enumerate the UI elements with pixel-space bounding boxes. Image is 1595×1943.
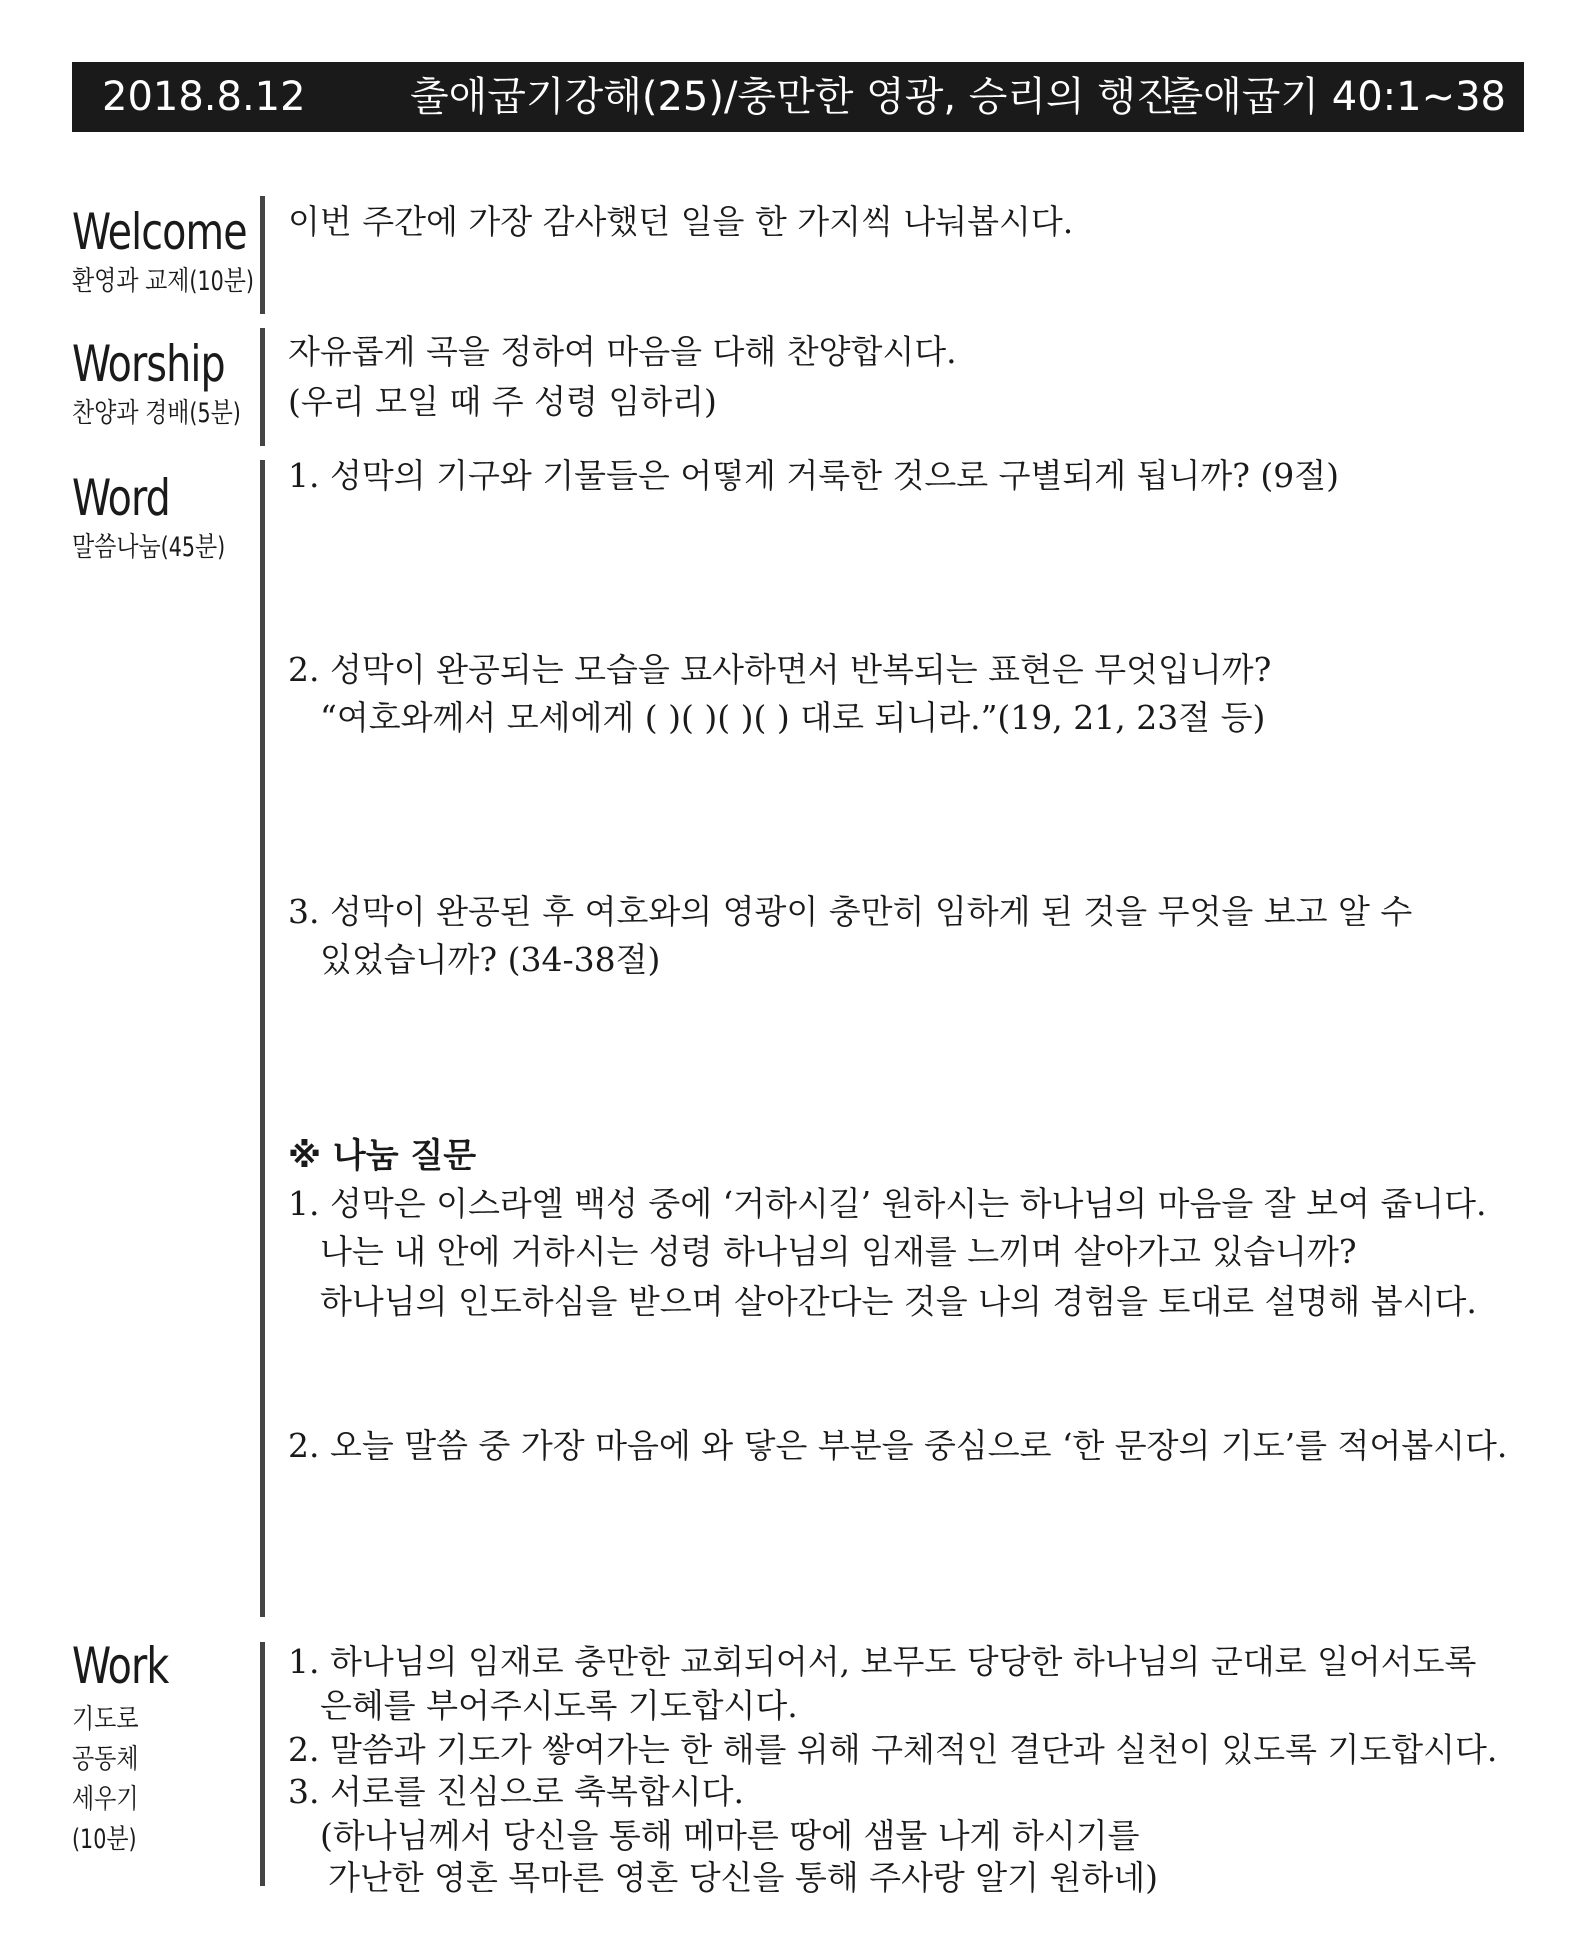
- sharing-question-1-line-2: 나는 내 안에 거하시는 성령 하나님의 임재를 느끼며 살아가고 있습니까?: [320, 1232, 1357, 1271]
- work-section-label: [72, 1636, 182, 1860]
- worship-divider: [260, 328, 265, 446]
- work-subtitle-line: (10분): [72, 1824, 137, 1855]
- welcome-section-label: [72, 202, 286, 302]
- welcome-text: 이번 주간에 가장 감사했던 일을 한 가지씩 나눠봅시다.: [288, 202, 1074, 241]
- worship-line-2: (우리 모일 때 주 성령 임하리): [288, 382, 717, 421]
- prayer-item-2: 2. 말씀과 기도가 쌓여가는 한 해를 위해 구체적인 결단과 실천이 있도록 기도합시다.: [288, 1730, 1498, 1769]
- sharing-question-2: 2. 오늘 말씀 중 가장 마음에 와 닿은 부분을 중심으로 ‘한 문장의 기도’를 적어봅시다.: [288, 1426, 1508, 1465]
- word-question-1: 1. 성막의 기구와 기물들은 어떻게 거룩한 것으로 구별되게 됩니까? (9절): [288, 456, 1340, 495]
- prayer-item-3-lyrics-line-2: 가난한 영혼 목마른 영혼 당신을 통해 주사랑 알기 원하네): [328, 1858, 1158, 1897]
- welcome-subtitle: 환영과 교제(10분): [72, 266, 254, 297]
- worship-subtitle: 찬양과 경배(5분): [72, 398, 241, 429]
- header-bar: [72, 62, 1524, 132]
- work-divider: [260, 1642, 265, 1886]
- word-question-2: 2. 성막이 완공되는 모습을 묘사하면서 반복되는 표현은 무엇입니까?: [288, 650, 1272, 689]
- word-section-label: [72, 468, 252, 568]
- word-divider: [260, 460, 265, 1617]
- work-title: Work: [72, 1637, 169, 1695]
- prayer-item-1-continued: 은혜를 부어주시도록 기도합시다.: [320, 1686, 798, 1725]
- work-subtitle-line: 공동체: [72, 1744, 139, 1775]
- worship-section-label: [72, 334, 271, 434]
- sharing-questions-heading: ※ 나눔 질문: [288, 1136, 477, 1176]
- word-question-3: 3. 성막이 완공된 후 여호와의 영광이 충만히 임하게 된 것을 무엇을 보고 알 수: [288, 892, 1413, 931]
- worship-line-1: 자유롭게 곡을 정하여 마음을 다해 찬양합시다.: [288, 332, 957, 371]
- word-title: Word: [72, 469, 170, 527]
- prayer-item-3-lyrics-line-1: (하나님께서 당신을 통해 메마른 땅에 샘물 나게 하시기를: [320, 1816, 1140, 1855]
- header-date: 2018.8.12: [102, 74, 306, 120]
- word-question-3-continued: 있었습니까? (34-38절): [320, 940, 661, 979]
- work-subtitle-line: 기도로: [72, 1704, 139, 1735]
- word-question-2-fill-in: “여호와께서 모세에게 ( )( )( )( ) 대로 되니라.”(19, 21, 23절 등): [320, 698, 1266, 737]
- header-scripture-reference: 출애굽기 40:1~38: [1164, 74, 1506, 120]
- header-title: 출애굽기강해(25)/충만한 영광, 승리의 행진: [410, 74, 1175, 120]
- sharing-question-1-line-3: 하나님의 인도하심을 받으며 살아간다는 것을 나의 경험을 토대로 설명해 봅시다.: [320, 1282, 1477, 1321]
- prayer-item-3: 3. 서로를 진심으로 축복합시다.: [288, 1772, 744, 1811]
- welcome-title: Welcome: [72, 203, 247, 261]
- work-subtitle-line: 세우기: [72, 1784, 139, 1815]
- prayer-item-1: 1. 하나님의 임재로 충만한 교회되어서, 보무도 당당한 하나님의 군대로 일어서도록: [288, 1642, 1477, 1681]
- sharing-question-1: 1. 성막은 이스라엘 백성 중에 ‘거하시길’ 원하시는 하나님의 마음을 잘 보여 줍니다.: [288, 1184, 1487, 1223]
- worship-title: Worship: [72, 335, 225, 393]
- word-subtitle: 말씀나눔(45분): [72, 532, 226, 563]
- welcome-divider: [260, 196, 265, 314]
